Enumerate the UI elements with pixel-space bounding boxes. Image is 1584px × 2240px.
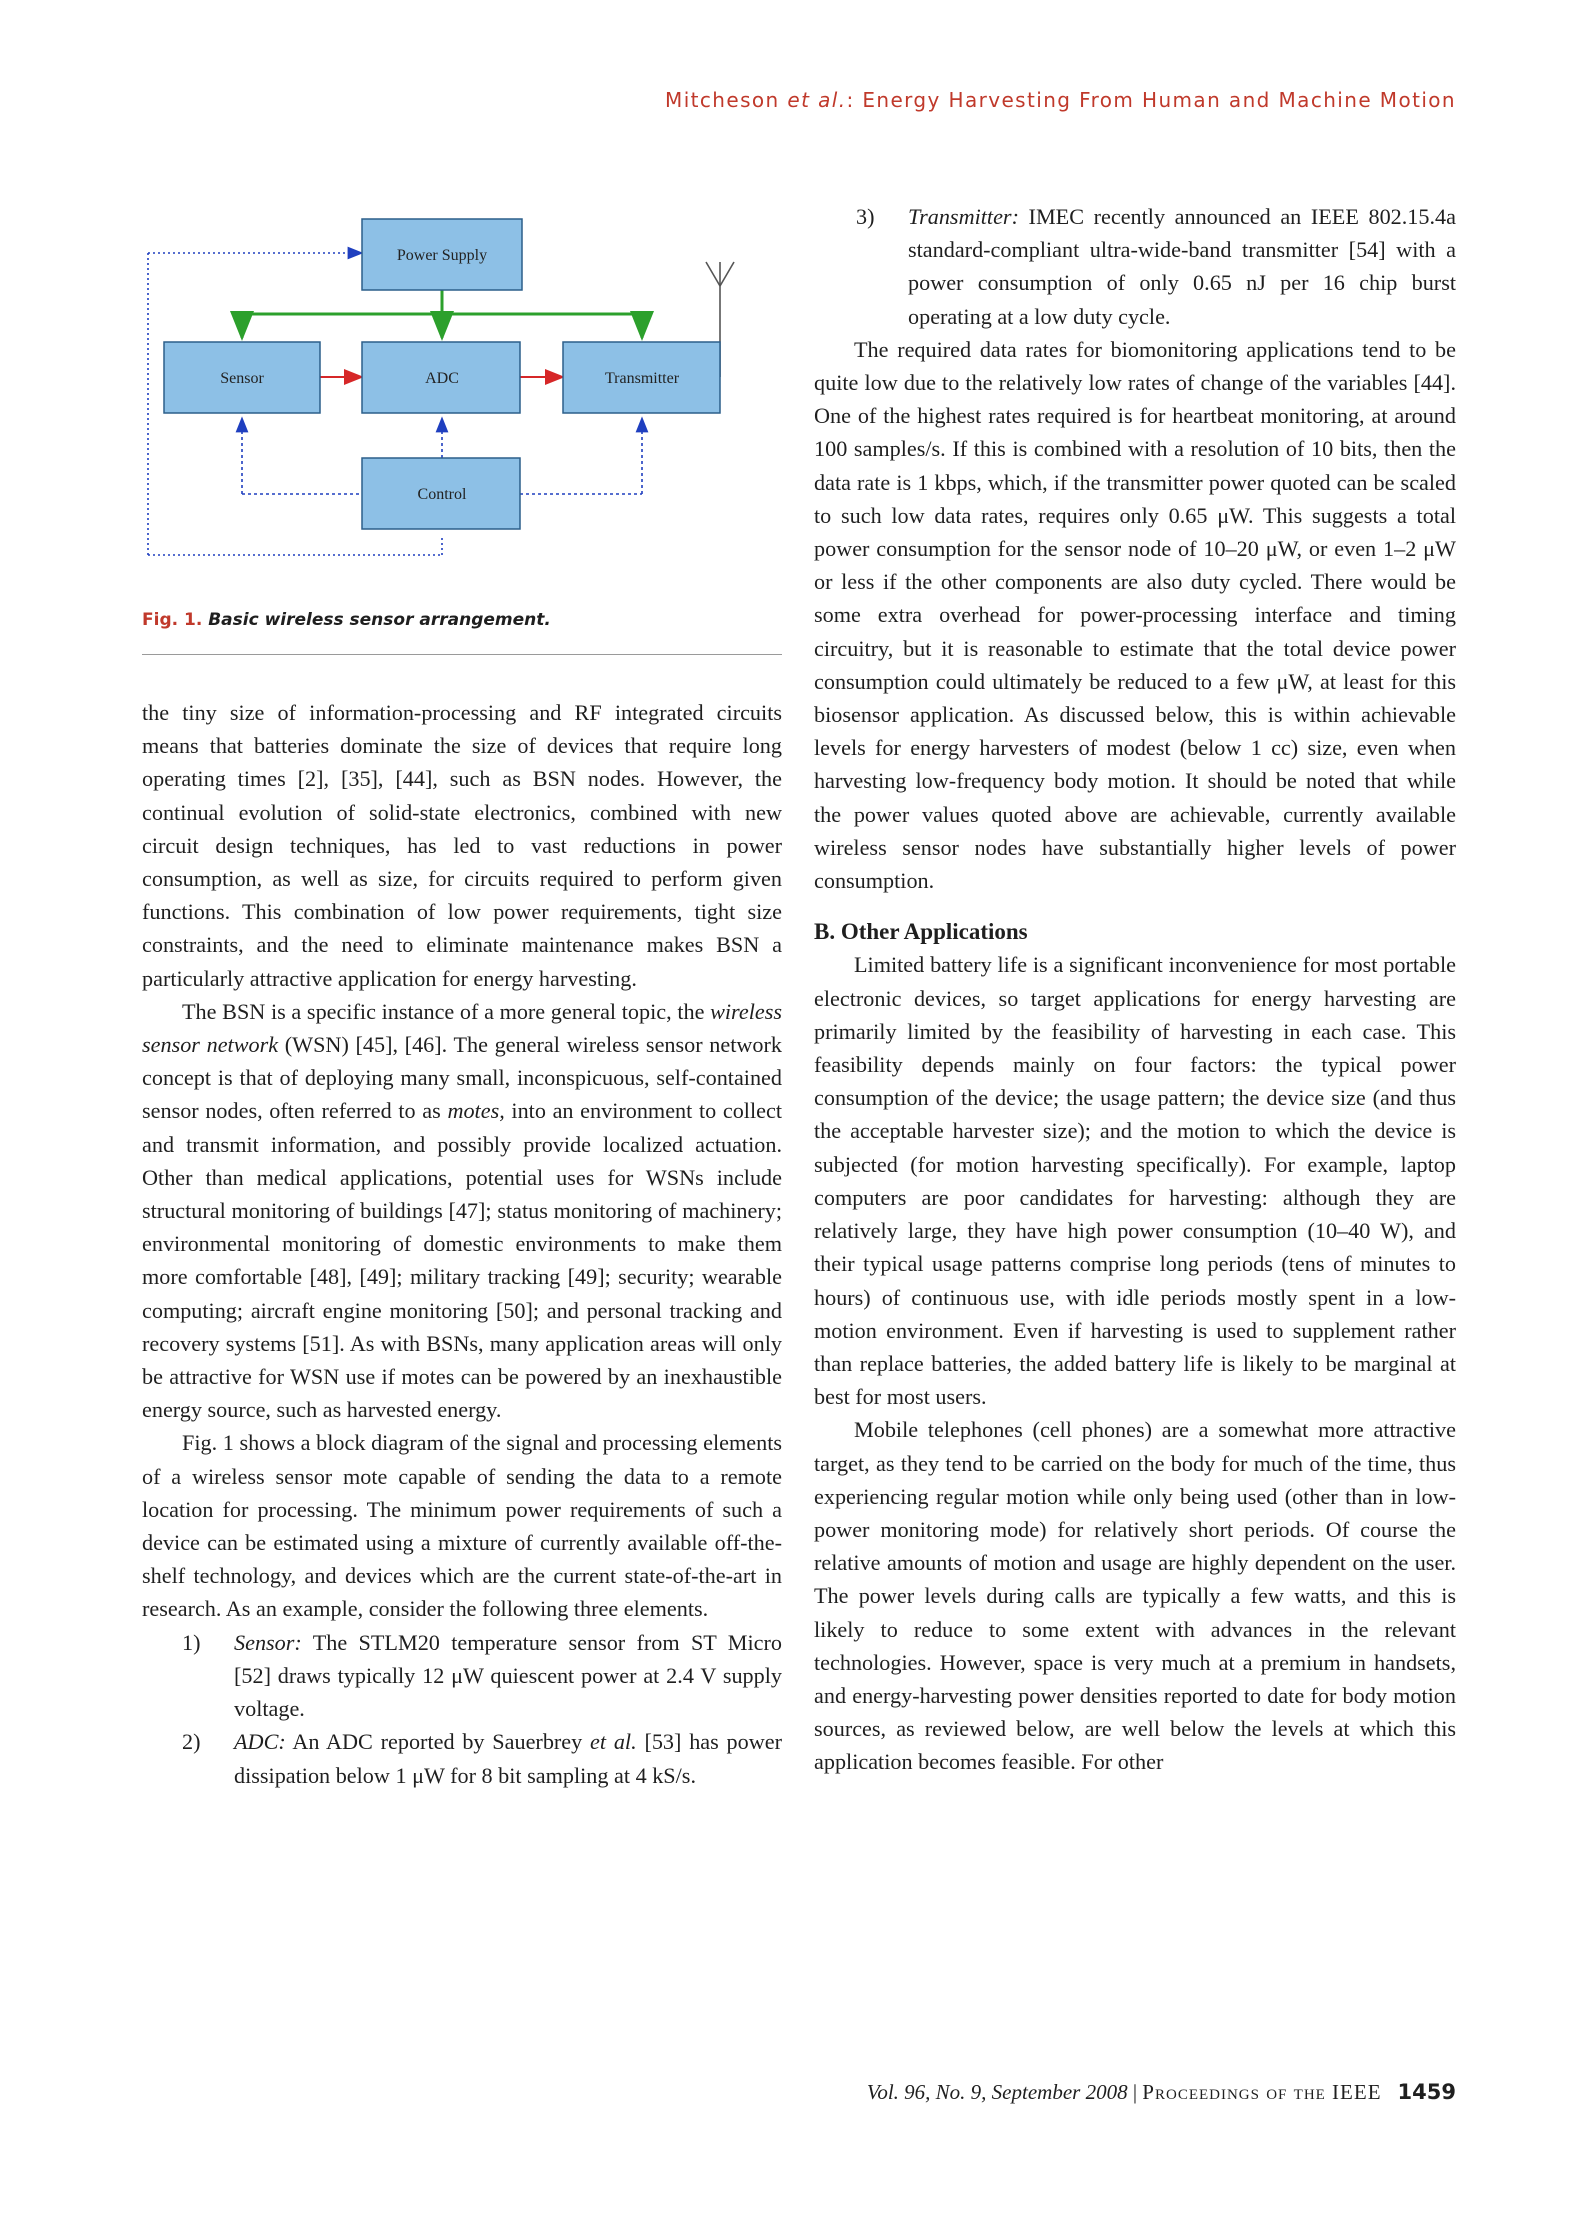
list-text-adc-a: An ADC reported by Sauerbrey <box>285 1729 591 1755</box>
list-number: 3) <box>856 204 875 229</box>
block-power-supply <box>362 219 522 290</box>
list-text-adc-b: [53] has power dissipation below 1 μW for 8 bit sampling at 4 kS/s. <box>234 1729 782 1788</box>
page-footer <box>867 2080 1456 2105</box>
list-text-adc-etal: et al. <box>590 1729 637 1755</box>
page-number: 1459 <box>1397 2080 1456 2104</box>
running-head-etal: et al. <box>787 88 847 112</box>
block-label-transmitter: Transmitter <box>604 370 680 387</box>
right-paragraph-1: The required data rates for biomonitoring applications tend to be quite low due to the relatively low rates of change of the variables [44]. One of the highest rates required is for heartbeat monitoring, at around 100 samples/s. If this is combined with a resolution of 10 bits, then the data rate is 1 kbps, which, if the transmitter power quoted can be scaled to such low data rates, requires only 0.65 μW. This suggests a total power consumption for the sensor node of 10–20 μW, or even 1–2 μW or less if the other components are also duty cycled. There would be some extra overhead for power-processing interface and timing circuitry, but it is reasonable to estimate that the total device power consumption could ultimately be reduced to a few μW, at least for this biosensor application. As discussed below, this is within achievable levels for energy harvesters of modest (below 1 cc) size, even when harvesting low-frequency body motion. It should be noted that while the power values quoted above are achievable, currently available wireless sensor nodes have substantially higher levels of power consumption. <box>814 336 1456 894</box>
right-paragraph-3: Mobile telephones (cell phones) are a somewhat more attractive target, as they tend to be carried on the body for much of the time, thus experiencing regular motion while only being used (other than in low-power monitoring mode) for relatively short periods. Of course the relative amounts of motion and usage are highly dependent on the user. The power levels during calls are typically a few watts, and this is likely to reduce to some extent with advances in the relevant technologies. However, space is very much at a premium in handsets, and energy-harvesting power densities reported to date for body motion sources, as reviewed below, are well below the levels at which this application becomes feasible. For other <box>814 1417 1456 1775</box>
left-paragraph-2-part-a: The BSN is a specific instance of a more general topic, the <box>182 998 711 1024</box>
footer-volume: Vol. 96, No. 9, September 2008 <box>866 2080 1128 2104</box>
list-number: 2) <box>182 1729 201 1755</box>
figure-caption-text: Basic wireless sensor arrangement. <box>202 610 551 630</box>
term-wireless-sensor-network: wireless sensor network <box>142 998 782 1058</box>
block-label-sensor: Sensor <box>220 370 264 387</box>
section-heading-other-applications: B. Other Applications <box>814 919 1028 945</box>
right-paragraph-2: Limited battery life is a significant inconvenience for most portable electronic devices, so target applications for energy harvesting are primarily limited by the feasibility of harvesting in each case. This feasibility depends mainly on four factors: the typical power consumption of the device; the usage pattern; the device size (and thus the acceptable harvester size); and the motion to which the device is subjected (for motion harvesting specifically). For example, laptop computers are poor candidates for harvesting: although they are relatively large, they have high power consumption (10–40 W), and their typical usage patterns comprise long periods (tens of minutes to hours) of continuous use, with idle periods mostly spent in a low-motion environment. Even if harvesting is used to supplement rather than replace batteries, the added battery life is likely to be marginal at best for most users. <box>814 952 1456 1410</box>
block-label-power-supply: Power Supply <box>396 247 488 264</box>
block-control <box>362 458 520 529</box>
list-label-adc: ADC: <box>234 1729 286 1755</box>
running-head-authors: Mitcheson <box>665 88 788 112</box>
list-label-transmitter: Transmitter: <box>908 204 1019 229</box>
list-item-adc <box>142 1725 782 1791</box>
list-text-sensor: The STLM20 temperature sensor from ST Micro [52] draws typically 12 μW quiescent power at 2.4 V supply voltage. <box>234 1629 782 1722</box>
block-sensor <box>164 342 320 413</box>
figure-block-diagram <box>140 190 785 585</box>
figure-caption <box>142 610 551 630</box>
list-item-transmitter <box>814 200 1456 333</box>
right-column <box>814 200 1456 1779</box>
block-label-control: Control <box>417 486 467 503</box>
left-paragraph-2 <box>142 995 782 1427</box>
list-label-sensor: Sensor: <box>234 1629 302 1655</box>
footer-journal: Proceedings of the IEEE <box>1142 2080 1382 2104</box>
list-item-sensor <box>142 1626 782 1726</box>
footer-separator: | <box>1127 2080 1143 2104</box>
left-paragraph-2-part-c: into an environment to collect and transmit information, and possibly provide localized actuation. Other than medical applications, potential uses for WSNs include structural monitoring of buildings [47]; status monitoring of machinery; environmental monitoring of domestic environments to make them more comfortable [48], [49]; military tracking [49]; security; wearable computing; aircraft engine monitoring [50]; and personal tracking and recovery systems [51]. As with BSNs, many application areas will only be attractive for WSN use if motes can be powered by an inexhaustible energy source, such as harvested energy. <box>142 1098 782 1423</box>
block-transmitter <box>563 342 720 413</box>
left-paragraph-1: the tiny size of information-processing and RF integrated circuits means that batteries dominate the size of devices that require long operating times [2], [35], [44], such as BSN nodes. However, the continual evolution of solid-state electronics, combined with new circuit design techniques, has led to vast reductions in power consumption, as well as size, for circuits required to perform given functions. This combination of low power requirements, tight size constraints, and the need to eliminate maintenance makes BSN a particularly attractive application for energy harvesting. <box>142 700 782 991</box>
block-diagram-svg <box>140 190 785 585</box>
figure-caption-number: Fig. 1. <box>142 610 203 630</box>
running-head-title: : Energy Harvesting From Human and Machine Motion <box>846 88 1456 112</box>
left-paragraph-3: Fig. 1 shows a block diagram of the signal and processing elements of a wireless sensor mote capable of sending the data to a remote location for processing. The minimum power requirements of such a device can be estimated using a mixture of currently available off-the-shelf technology, and devices which are the current state-of-the-art in research. As an example, consider the following three elements. <box>142 1430 782 1622</box>
running-head <box>665 88 1456 112</box>
left-paragraph-2-part-b: (WSN) [45], [46]. The general wireless sensor network concept is that of deploying many small, inconspicuous, self-contained sensor nodes, often referred to as <box>142 1032 782 1124</box>
left-column <box>142 696 782 1792</box>
list-number: 1) <box>182 1629 201 1655</box>
block-label-adc: ADC <box>425 370 459 387</box>
list-text-transmitter: IMEC recently announced an IEEE 802.15.4a standard-compliant ultra-wide-band transmitter [54] with a power consumption of only 0.65 nJ per 16 chip burst operating at a low duty cycle. <box>908 204 1456 329</box>
figure-divider <box>142 654 782 655</box>
block-adc <box>362 342 520 413</box>
term-motes: motes, <box>447 1098 505 1124</box>
